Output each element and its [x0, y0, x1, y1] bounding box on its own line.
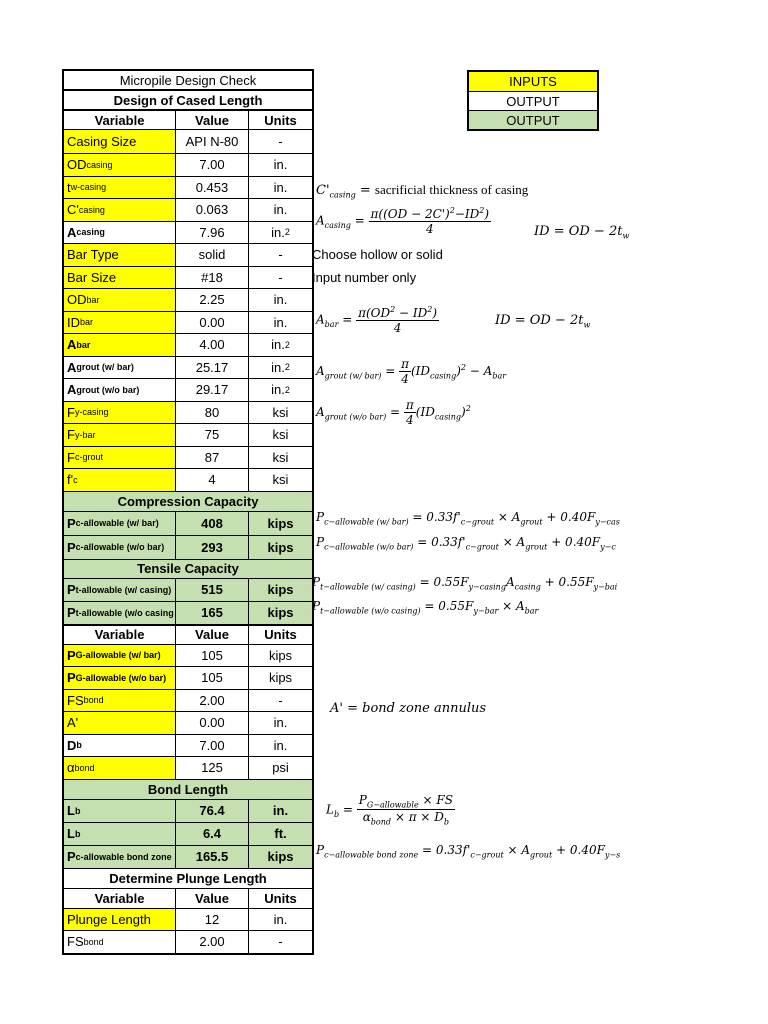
formula-pc-w-bar: $P_{c-allowable (w/ bar)} = 0.33f'_{c-grout} \times A_{grout} + 0.40F_{y-cas}$ — [316, 510, 620, 527]
table-row — [64, 356, 312, 379]
variable-cell — [64, 424, 176, 446]
unit-text: in. — [273, 911, 288, 927]
variable-name: OD — [67, 292, 87, 308]
unit-text: - — [278, 247, 283, 263]
unit-cell — [249, 424, 312, 446]
variable-name: P — [67, 582, 76, 597]
unit-text: kips — [267, 605, 294, 620]
unit-cell — [249, 602, 312, 624]
variable-name: P — [67, 539, 76, 555]
variable-subscript: G-allowable (w/o bar) — [75, 672, 167, 683]
column-header-row — [64, 624, 312, 644]
variable-name: F — [67, 404, 75, 420]
table-row — [64, 666, 312, 689]
variable-cell — [64, 757, 176, 779]
value-cell: 2.00 — [176, 690, 249, 712]
table-row — [64, 468, 312, 491]
value-cell: 0.063 — [176, 199, 249, 221]
value-cell: 0.00 — [176, 312, 249, 334]
value-cell: 7.96 — [176, 222, 249, 244]
variable-name: A — [67, 382, 77, 398]
value-cell: 7.00 — [176, 154, 249, 176]
table-row — [64, 153, 312, 176]
unit-text: ksi — [272, 404, 289, 420]
variable-name: FS — [67, 934, 84, 950]
unit-text: - — [278, 692, 283, 708]
legend-output: OUTPUT — [469, 91, 597, 110]
formula-pc-wo-bar: $P_{c-allowable (w/o bar)} = 0.33f'_{c-grout} \times A_{grout} + 0.40F_{y-c}$ — [316, 535, 616, 552]
unit-superscript: 2 — [284, 339, 290, 350]
unit-cell — [249, 735, 312, 757]
variable-cell — [64, 512, 176, 535]
table-row — [64, 243, 312, 266]
variable-cell — [64, 909, 176, 931]
value-cell: 6.4 — [176, 823, 249, 845]
variable-name: Plunge Length — [67, 911, 151, 927]
value-cell: API N-80 — [176, 130, 249, 153]
table-row — [64, 644, 312, 667]
variable-subscript: bar — [80, 317, 94, 328]
unit-cell — [249, 909, 312, 931]
variable-subscript: b — [76, 740, 82, 751]
variable-cell — [64, 469, 176, 491]
unit-text: ksi — [272, 427, 289, 443]
unit-cell — [249, 267, 312, 289]
variable-cell — [64, 667, 176, 689]
table-row — [64, 734, 312, 757]
table-row — [64, 711, 312, 734]
table-row — [64, 930, 312, 953]
plunge-title-row — [64, 868, 312, 888]
column-header: Variable — [64, 889, 176, 908]
table-row — [64, 221, 312, 244]
column-header: Variable — [64, 626, 176, 644]
value-cell: 4.00 — [176, 334, 249, 356]
column-header: Units — [264, 627, 297, 642]
color-legend — [467, 70, 599, 131]
value-cell: 408 — [176, 512, 249, 535]
value-cell: 80 — [176, 402, 249, 424]
unit-cell — [249, 244, 312, 266]
variable-name: F — [67, 449, 75, 465]
column-header: Units — [264, 890, 297, 906]
value-cell: 12 — [176, 909, 249, 931]
compression-title-row-text: Compression Capacity — [64, 492, 312, 511]
value-cell: 0.453 — [176, 177, 249, 199]
unit-cell — [249, 512, 312, 535]
column-header-row — [64, 888, 312, 908]
formula-a-casing: $A_{casing}$ = $\frac{\pi((OD - 2C')^2-ID^2)}{4}$ — [316, 206, 490, 236]
unit-text: in. — [273, 157, 288, 173]
variable-subscript: t-allowable (w/o casing — [75, 607, 174, 618]
table-subtitle-row-text: Design of Cased Length — [113, 92, 263, 108]
value-cell: 4 — [176, 469, 249, 491]
variable-cell — [64, 222, 176, 244]
variable-cell — [64, 312, 176, 334]
unit-cell — [249, 712, 312, 734]
variable-cell — [64, 690, 176, 712]
unit-text: in. — [273, 314, 288, 330]
unit-cell — [249, 579, 312, 601]
formula-a-prime: A' = bond zone annulus — [330, 701, 487, 716]
compression-title-row — [64, 491, 312, 511]
table-row — [64, 578, 312, 601]
table-subtitle-row — [64, 89, 312, 109]
variable-name: t — [67, 179, 71, 195]
variable-name: P — [67, 515, 76, 531]
unit-cell — [249, 334, 312, 356]
variable-cell — [64, 154, 176, 176]
unit-text: kips — [267, 582, 294, 597]
formula-a-grout-w-bar: $A_{grout (w/ bar)}$ = $\frac{\pi}{4}$ $(ID_{casing})^2 - A_{bar}$ — [316, 357, 507, 386]
variable-cell — [64, 289, 176, 311]
table-row — [64, 822, 312, 845]
value-cell: 2.00 — [176, 931, 249, 953]
unit-text: in. — [271, 359, 285, 375]
legend-output-green: OUTPUT — [469, 110, 597, 129]
unit-text: kips — [267, 849, 294, 864]
unit-cell — [249, 402, 312, 424]
variable-cell — [64, 379, 176, 401]
variable-name: L — [67, 826, 75, 841]
column-header: Value — [176, 626, 249, 644]
table-row — [64, 511, 312, 535]
variable-name: Casing Size — [67, 134, 137, 149]
table-row — [64, 198, 312, 221]
variable-cell — [64, 712, 176, 734]
variable-cell — [64, 823, 176, 845]
variable-cell — [64, 536, 176, 559]
value-cell: solid — [176, 244, 249, 266]
variable-subscript: b — [74, 805, 81, 816]
variable-name: L — [67, 803, 75, 818]
variable-cell — [64, 244, 176, 266]
variable-name: A' — [67, 715, 79, 731]
table-row — [64, 378, 312, 401]
formula-a-grout-wo-bar: $A_{grout (w/o bar)}$ = $\frac{\pi}{4}$ $(ID_{casing})^2$ — [316, 398, 471, 427]
variable-subscript: casing — [86, 159, 113, 170]
value-cell: 293 — [176, 536, 249, 559]
unit-cell — [249, 154, 312, 176]
note-hollow-solid: Choose hollow or solid — [312, 247, 443, 262]
value-cell: 0.00 — [176, 712, 249, 734]
variable-name: A — [67, 359, 77, 375]
unit-cell — [249, 222, 312, 244]
formula-pc-bond-zone: $P_{c-allowable bond zone} = 0.33f'_{c-grout} \times A_{grout} + 0.40F_{y-s}$ — [316, 843, 621, 860]
value-cell: 165 — [176, 602, 249, 624]
variable-subscript: b — [74, 828, 81, 839]
variable-subscript: grout (w/o bar) — [76, 384, 140, 395]
variable-subscript: w-casing — [70, 182, 107, 193]
unit-text: in. — [273, 737, 288, 753]
variable-cell — [64, 267, 176, 289]
unit-cell — [249, 757, 312, 779]
unit-cell — [249, 469, 312, 491]
variable-subscript: G-allowable (w/ bar) — [75, 650, 161, 661]
column-header: Variable — [64, 111, 176, 129]
unit-text: in. — [271, 337, 285, 353]
unit-cell — [249, 199, 312, 221]
table-row — [64, 799, 312, 822]
variable-subscript: bar — [86, 294, 100, 305]
unit-superscript: 2 — [284, 362, 290, 373]
variable-subscript: c-allowable bond zone — [75, 851, 172, 862]
variable-name: f' — [67, 472, 74, 488]
bond-title-row — [64, 779, 312, 799]
note-input-number: Input number only — [312, 270, 417, 285]
column-header-row — [64, 109, 312, 129]
variable-name: FS — [67, 692, 84, 708]
unit-text: in. — [271, 224, 285, 240]
table-row — [64, 535, 312, 559]
table-row — [64, 446, 312, 469]
variable-name: D — [67, 737, 77, 753]
unit-cell — [249, 800, 312, 822]
column-header: Value — [176, 889, 249, 908]
unit-text: - — [278, 934, 283, 950]
variable-subscript: casing — [76, 227, 105, 238]
variable-cell — [64, 357, 176, 379]
unit-text: in. — [273, 715, 288, 731]
formula-lb: $L_b$ = $\frac{P_{G-allowable} \times FS}{\alpha_{bond} \times \pi \times D_b}$ — [326, 793, 453, 827]
unit-cell — [249, 931, 312, 953]
unit-text: ksi — [272, 472, 289, 488]
value-cell: 2.25 — [176, 289, 249, 311]
column-header: Units — [264, 112, 297, 128]
variable-cell — [64, 199, 176, 221]
value-cell: 165.5 — [176, 846, 249, 868]
value-cell: 105 — [176, 645, 249, 667]
variable-name: A — [67, 337, 77, 353]
variable-cell — [64, 602, 176, 624]
unit-text: in. — [273, 202, 288, 218]
variable-cell — [64, 645, 176, 667]
variable-cell — [64, 177, 176, 199]
variable-subscript: grout (w/ bar) — [76, 362, 134, 373]
unit-cell — [249, 312, 312, 334]
variable-name: F — [67, 427, 75, 443]
formula-c-casing: $C'_{casing}$ = sacrificial thickness of casing — [316, 182, 529, 200]
unit-text: kips — [268, 670, 293, 686]
unit-cell — [249, 130, 312, 153]
unit-cell — [249, 690, 312, 712]
unit-text: ft. — [274, 826, 287, 841]
variable-cell — [64, 402, 176, 424]
variable-subscript: y-bar — [74, 429, 96, 440]
variable-cell — [64, 800, 176, 822]
unit-cell — [249, 177, 312, 199]
variable-name: α — [67, 760, 75, 776]
value-cell: 76.4 — [176, 800, 249, 822]
variable-cell — [64, 931, 176, 953]
variable-cell — [64, 846, 176, 868]
tensile-title-row-text: Tensile Capacity — [64, 560, 312, 578]
variable-name: Bar Type — [67, 247, 119, 263]
variable-subscript: y-casing — [74, 407, 109, 418]
unit-text: kips — [267, 539, 294, 555]
variable-name: P — [67, 670, 76, 686]
value-cell: 125 — [176, 757, 249, 779]
unit-text: in. — [273, 292, 288, 308]
variable-name: P — [67, 849, 76, 864]
formula-pt-wo-casing: $P_{t-allowable (w/o casing)} = 0.55F_{y-bar} \times A_{bar}$ — [312, 599, 539, 616]
unit-text: psi — [272, 760, 289, 776]
table-title-row — [64, 69, 312, 89]
column-header: Value — [176, 111, 249, 129]
unit-cell — [249, 379, 312, 401]
variable-subscript: bond — [83, 936, 104, 947]
unit-superscript: 2 — [284, 384, 290, 395]
table-row — [64, 908, 312, 931]
table-row — [64, 689, 312, 712]
unit-text: ksi — [272, 449, 289, 465]
variable-subscript: c-allowable (w/ bar) — [75, 518, 159, 528]
variable-name: ID — [67, 314, 80, 330]
table-row — [64, 288, 312, 311]
unit-text: in. — [272, 803, 289, 818]
formula-a-bar: $A_{bar}$ = $\frac{\pi(OD^2 - ID^2)}{4}$ — [316, 305, 438, 335]
variable-name: OD — [67, 157, 87, 173]
value-cell: 29.17 — [176, 379, 249, 401]
design-table — [62, 69, 314, 955]
value-cell: #18 — [176, 267, 249, 289]
formula-id-bar: ID = OD − $2t_w$ — [495, 313, 591, 330]
table-row — [64, 176, 312, 199]
variable-name: C' — [67, 202, 79, 218]
variable-cell — [64, 334, 176, 356]
unit-cell — [249, 357, 312, 379]
variable-cell — [64, 579, 176, 601]
table-row — [64, 423, 312, 446]
formula-id-casing: ID = OD − $2t_w$ — [534, 224, 630, 241]
variable-cell — [64, 447, 176, 469]
unit-cell — [249, 823, 312, 845]
variable-cell — [64, 130, 176, 153]
table-row — [64, 601, 312, 624]
variable-name: P — [67, 647, 76, 663]
value-cell: 87 — [176, 447, 249, 469]
variable-name: Bar Size — [67, 269, 117, 285]
unit-cell — [249, 667, 312, 689]
bond-title-row-text: Bond Length — [64, 780, 312, 799]
unit-text: in. — [273, 179, 288, 195]
unit-cell — [249, 289, 312, 311]
unit-cell — [249, 645, 312, 667]
table-row — [64, 333, 312, 356]
value-cell: 515 — [176, 579, 249, 601]
unit-text: in. — [271, 382, 285, 398]
variable-subscript: c-allowable (w/o bar) — [75, 542, 165, 552]
value-cell: 75 — [176, 424, 249, 446]
unit-text: - — [278, 269, 283, 285]
unit-text: - — [278, 134, 283, 149]
unit-text: kips — [268, 647, 293, 663]
unit-cell — [249, 447, 312, 469]
table-title: Micropile Design Check — [119, 72, 257, 88]
variable-subscript: c — [73, 474, 78, 485]
table-row — [64, 401, 312, 424]
variable-subscript: bond — [74, 762, 95, 773]
table-row — [64, 845, 312, 868]
variable-subscript: bar — [76, 339, 91, 350]
variable-subscript: bond — [83, 695, 104, 706]
value-cell: 7.00 — [176, 735, 249, 757]
unit-cell — [249, 846, 312, 868]
unit-cell — [249, 536, 312, 559]
table-row — [64, 311, 312, 334]
tensile-title-row — [64, 559, 312, 578]
table-row — [64, 266, 312, 289]
variable-name: A — [67, 224, 77, 240]
variable-name: P — [67, 605, 76, 620]
variable-subscript: c-grout — [74, 452, 103, 463]
unit-superscript: 2 — [284, 227, 290, 238]
unit-text: kips — [267, 515, 294, 531]
value-cell: 105 — [176, 667, 249, 689]
variable-subscript: casing — [78, 204, 105, 215]
value-cell: 25.17 — [176, 357, 249, 379]
table-row — [64, 129, 312, 153]
variable-subscript: t-allowable (w/ casing) — [75, 584, 172, 595]
table-row — [64, 756, 312, 779]
legend-inputs: INPUTS — [469, 72, 597, 91]
formula-pt-w-casing: $P_{t-allowable (w/ casing)} = 0.55F_{y-casing}A_{casing} + 0.55F_{y-bai}$ — [312, 575, 618, 592]
plunge-title-row-text: Determine Plunge Length — [109, 870, 267, 886]
variable-cell — [64, 735, 176, 757]
